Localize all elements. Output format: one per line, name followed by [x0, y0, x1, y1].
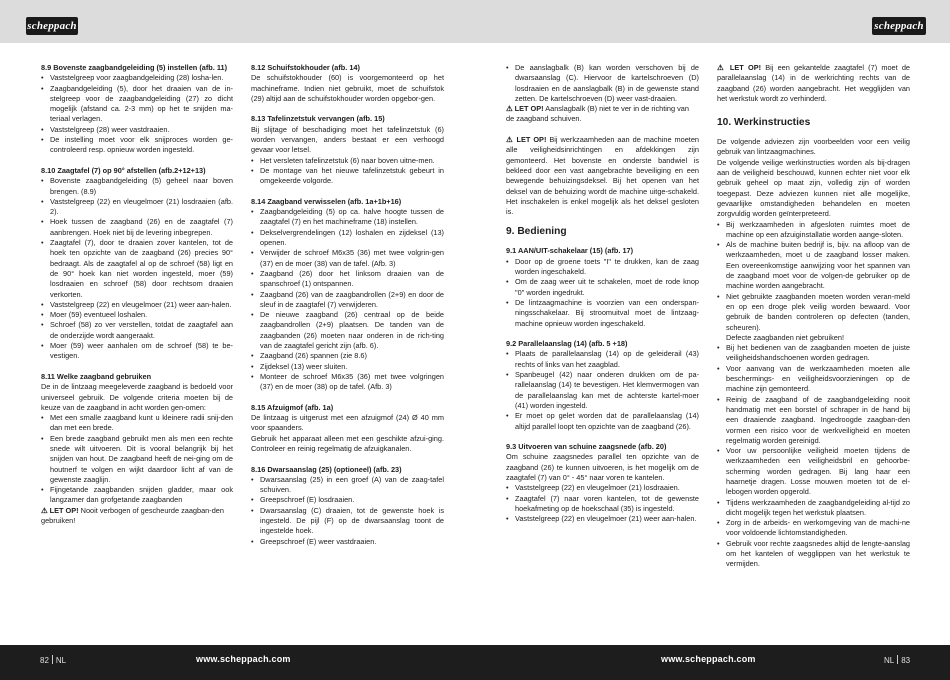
list-item: • Zorg in de arbeids- en werkomgeving van de machi-ne voor voldoende lichtomstandigheden.	[717, 518, 910, 539]
warning-label: LET OP!	[729, 63, 762, 72]
list-item: • De nieuwe zaagband (26) centraal op de beide zaagbandrollen (2+9) plaatsen. De tanden van de zaagbanden (26) moeten naar onderen in de rich-ting van de zaagtafel gericht zijn (afb. 6).	[251, 310, 444, 351]
list-item: • Monteer de schroef M6x35 (36) met twee volgringen (37) en de moer (38) op de tafel. (Afb. 3)	[251, 372, 444, 393]
warning-text: Nooit verbogen of gescheurde zaagban-den gebruiken!	[41, 505, 224, 526]
list-item: • Vaststelgreep (22) en vleugelmoer (21) losdraaien (afb. 2).	[41, 197, 233, 218]
brand-logo-left: scheppach	[26, 17, 78, 35]
column-4	[717, 63, 910, 570]
list-item: • Zaagband (26) spannen (zie 8.6)	[251, 351, 444, 361]
list-item: • Moer (59) weer aanhalen om de schroef (58) te be-vestigen.	[41, 341, 233, 362]
list-item: • Bij het bedienen van de zaagbanden moeten de juiste veiligheidshandschoenen worden gedragen.	[717, 343, 910, 364]
warning-icon: ⚠	[717, 63, 730, 72]
language-code: NL	[55, 656, 67, 665]
list-item: • Schroef (58) zo ver verstellen, totdat de zaagtafel aan de onderzijde wordt aangeraakt.	[41, 320, 233, 341]
list-item: • Om de zaag weer uit te schakelen, moet de rode knop "0" worden ingedrukt.	[506, 277, 699, 298]
list-item: • Er moet op gelet worden dat de parallelaanslag (14) altijd parallel loopt ten opzichte van de zaagband (26).	[506, 411, 699, 432]
page-number: 82	[40, 656, 49, 665]
list-item: • De montage van het nieuwe tafelinzetstuk gebeurt in omgekeerde volgorde.	[251, 166, 444, 187]
list-item: • Zaagbandgeleiding (5), door het draaien van de in-stelgreep voor de zaagbandgeleiding (27) zo dicht mogelijk (afstand ca. 2-3 mm) op het te snijden ma-teriaal verlagen.	[41, 84, 233, 125]
page-number: 83	[901, 656, 911, 665]
list-item: • Niet gebruikte zaagbanden moeten worden veran-meld en op een droge plek veilig worden bewaard. Voor gebruik de banden controleren op defecten (tanden, scheuren). Defecte zaagbanden niet gebruiken!	[717, 292, 910, 343]
section-8-13-list	[251, 156, 444, 187]
list-item: • Dwarsaanslag (25) in een groef (A) van de zaag-tafel schuiven.	[251, 475, 444, 496]
website-url-left: www.scheppach.com	[196, 654, 291, 664]
list-item: • Spanbeugel (42) naar onderen drukken om de pa-rallelaanslag (14) te bevestigen. Het klemvermogen van de parallelaanslag kan met de achterste kartel-moer (41) worden ingesteld.	[506, 370, 699, 411]
section-8-14-title: 8.14 Zaagband verwisselen (afb. 1a+1b+16)	[251, 196, 402, 206]
section-8-14-list	[251, 207, 444, 392]
language-code: NL	[884, 656, 895, 665]
section-8-11-list	[41, 413, 233, 506]
section-8-11-title: 8.11 Welke zaagband gebruiken	[41, 371, 152, 381]
warning-text: Bij een gekantelde zaagtafel (7) moet de parallelaanslag (14) in de werkrichting rechts van de zaagband (26) worden aangebracht. Het wegglijden van het werkstuk wordt zo verhinderd.	[717, 63, 911, 103]
list-item: • Zaagtafel (7) naar voren kantelen, tot de gewenste hoekafmeting op de hoekschaal (35) is ingesteld.	[506, 494, 699, 515]
list-item: • Vaststelgreep (22) en vleugelmoer (21) losdraaien.	[506, 483, 699, 493]
list-item: • Dwarsaanslag (C) draaien, tot de gewenste hoek is ingesteld. De pijl (F) op de dwarsaanslag toont de ingestelde hoek.	[251, 506, 444, 537]
chapter-10-intro-2: De volgende veilige werkinstructies worden als bij-dragen aan de veiligheid beschouwd, kunnen echter niet voor elk gebruik geheel op maat zijn, volledig zijn of worden toegepast. Deze adviezen kunnen niet alle mogelijke, gevaarlijke omstandigheden behandelen en moeten zorgvuldig worden geïnterpreteerd.	[717, 157, 910, 219]
page-number-left	[40, 655, 66, 665]
section-8-9-title: 8.9 Bovenste zaagbandgeleiding (5) instellen (afb. 11)	[41, 63, 228, 72]
warning-note	[41, 506, 233, 527]
section-9-1-list	[506, 257, 699, 329]
section-8-15-title: 8.15 Afzuigmof (afb. 1a)	[251, 402, 334, 412]
list-item: • Zaagbandgeleiding (5) op ca. halve hoogte tussen de zaagtafel (7) en het machineframe (18) instellen.	[251, 207, 444, 228]
section-8-13-title: 8.13 Tafelinzetstuk vervangen (afb. 15)	[251, 114, 385, 124]
warning-text: Aanslagbalk (B) niet te ver in de richting van de zaagband schuiven.	[506, 104, 689, 124]
list-item: • Zaagband (26) door het linksom draaien van de spanschroef (1) ontspannen.	[251, 269, 444, 290]
list-item: • Tijdens werkzaamheden de zaagbandgeleiding al-tijd zo dicht mogelijk tegen het werkstuk plaatsen.	[717, 498, 910, 519]
section-8-13-text: Bij slijtage of beschadiging moet het tafelinzetstuk (6) worden vervangen, anders bestaat er een verhoogd gevaar voor letsel.	[251, 124, 444, 155]
list-item: • Zaagband (26) van de zaagbandrollen (2+9) en door de sleuf in de zaagtafel (7) verwijderen.	[251, 290, 444, 311]
section-9-2-title: 9.2 Parallelaanslag (14) (afb. 5 +18)	[506, 339, 628, 349]
section-8-15-text-2: Gebruik het apparaat alleen met een geschikte afzui-ging. Controleer en reinig regelmatig de afzuigkanalen.	[251, 433, 444, 453]
list-item: • Voor aanvang van de werkzaamheden moeten alle beschermings- en veiligheidsvoorzieningen op de machine zijn gemonteerd.	[717, 364, 910, 395]
brand-logo-right: scheppach	[872, 17, 926, 35]
list-item: • Door op de groene toets "I" te drukken, kan de zaag worden ingeschakeld.	[506, 257, 699, 278]
list-item: • Fijngetande zaagbanden snijden gladder, maar ook langzamer dan grofgetande zaagbanden	[41, 485, 233, 506]
list-item: • Vaststelgreep (22) en vleugelmoer (21) weer aan-halen.	[506, 514, 699, 524]
list-item: • De instelling moet voor elk snijproces worden ge-controleerd resp. opnieuw worden ingesteld.	[41, 135, 233, 156]
warning-label: LET OP!	[49, 505, 79, 515]
section-8-10-title: 8.10 Zaagtafel (7) op 90° afstellen (afb.2+12+13)	[41, 165, 206, 175]
list-item: • Plaats de parallelaanslag (14) op de geleiderail (43) rechts of links van het zaagblad.	[506, 349, 699, 370]
list-item: • Een brede zaagband gebruikt men als men een rechte snede wilt uitvoeren. Dit is vooral belangrijk bij het snijden van hout. De zaagband heeft de nei-ging om de houtnerf te volgen en wijkt daardoor licht af van de gewenste zaaglijn.	[41, 434, 233, 485]
warning-icon: ⚠	[41, 505, 50, 515]
list-item: • Moer (59) eventueel loshalen.	[41, 310, 233, 320]
list-item: • Voor uw persoonlijke veiligheid moeten tijdens de werkzaamheden een veiligheidsbril en gehoorbe-scherming worden gedragen. Bij lang haar een haarnetje dragen. Losse mouwen moeten tot de el-lebogen worden opgerold.	[717, 446, 910, 497]
list-item: • Als de machine buiten bedrijf is, bijv. na afloop van de werkzaamheden, moet u de zaagband losser maken. Een overeenkomstige aanwijzing voor het spannen van de zaagband moet voor de volgen-de gebruiker op de machine worden aangebracht.	[717, 240, 910, 291]
section-9-1-title: 9.1 AAN/UIT-schakelaar (15) (afb. 17)	[506, 246, 634, 256]
list-item: • Dekselvergrendelingen (12) loshalen en zijdeksel (13) openen.	[251, 228, 444, 249]
list-item: • Vaststelgreep (22) en vleugelmoer (21) weer aan-halen.	[41, 300, 233, 310]
warning-label: LET OP!	[516, 135, 547, 145]
warning-label: LET OP!	[514, 104, 544, 114]
column-3	[506, 63, 699, 524]
list-item: • Het versleten tafelinzetstuk (6) naar boven uitne-men.	[251, 156, 444, 166]
column-1	[41, 63, 233, 526]
warning-note	[506, 104, 699, 125]
list-item: • Met een smalle zaagband kunt u kleinere radii snij-den dan met een brede.	[41, 413, 233, 434]
list-item: • Bij werkzaamheden in afgesloten ruimtes moet de machine op een afzuiginstallatie worden aange-sloten.	[717, 220, 910, 241]
list-item: • Bovenste zaagbandgeleiding (5) geheel naar boven brengen. (8.9)	[41, 176, 233, 197]
list-item: • Hoek tussen de zaagband (26) en de zaagtafel (7) aanbrengen. Hoek niet bij de levering inbegrepen.	[41, 217, 233, 238]
section-8-9-list	[41, 73, 233, 155]
chapter-9-title: 9. Bediening	[506, 226, 567, 238]
section-8-12-title: 8.12 Schuifstokhouder (afb. 14)	[251, 63, 360, 72]
chapter-10-title: 10. Werkinstructies	[717, 117, 811, 129]
warning-text: Bij werkzaamheden aan de machine moeten alle veiligheidsinrichtingen en afdekkingen zijn gemonteerd. Het bovenste en onderste bandwiel is bekleed door een vast aangebrachte beveiliging en een bewegende behuizingsdeksel. Bij het openen van het deksel van de behuizing wordt de machine uitge-schakeld. Het inschakelen is enkel mogelijk als het deksel gesloten is.	[506, 135, 699, 217]
list-item: • Greepschroef (E) weer vastdraaien.	[251, 537, 444, 547]
section-8-16-list	[251, 475, 444, 547]
section-8-16-title: 8.16 Dwarsaanslag (25) (optioneel) (afb. 23)	[251, 464, 402, 474]
section-9-3-list	[506, 483, 699, 524]
list-item: • Verwijder de schroef M6x35 (36) met twee volgrin-gen (37) en de moer (38) van de tafel. (Afb. 3)	[251, 248, 444, 269]
list-item: • De lintzaagmachine is voorzien van een onderspan-ningsschakelaar. Bij stroomuitval moet de lintzaag-machine opnieuw worden ingeschakeld.	[506, 298, 699, 329]
section-9-3-title: 9.3 Uitvoeren van schuine zaagsnede (afb. 20)	[506, 442, 667, 452]
section-8-10-list	[41, 176, 233, 361]
section-9-2-list	[506, 349, 699, 431]
list-item: • Greepschroef (E) losdraaien.	[251, 495, 444, 505]
website-url-right: www.scheppach.com	[661, 654, 756, 664]
list-item: • De aanslagbalk (B) kan worden verschoven bij de dwarsaanslag (C). Hiervoor de kartelschroeven (D) losdraaien en de aanslagbalk (B) in de gewenste stand zetten. De kartelschroeven (D) weer vast-draaien.	[506, 63, 699, 104]
list-item: • Zaagtafel (7), door te draaien zover kantelen, tot de hoek ten opzichte van de zaagband (26) precies 90° bedraagt. Als de zaagtafel al op de schroef (58) ligt en de 90° hoek kan niet worden ingesteld, moer (59) losdraaien en schroef (58) door rechtsom draaien verkorten.	[41, 238, 233, 300]
header-bar	[0, 0, 950, 43]
footer-bar	[0, 645, 950, 680]
warning-icon: ⚠	[506, 104, 515, 114]
warning-note	[506, 135, 699, 217]
section-8-15-text-1: De lintzaag is uitgerust met een afzuigmof (24) Ø 40 mm voor spaanders.	[251, 413, 444, 433]
section-8-11-intro: De in de lintzaag meegeleverde zaagband is bedoeld voor universeel gebruik. De volgende criteria moeten bij de keuze van de zaagband in acht worden gen-omen:	[41, 382, 233, 412]
warning-icon: ⚠	[506, 135, 517, 145]
section-9-3-text: Om schuine zaagsnedes parallel ten opzichte van de zaagband (26) te kunnen uitvoeren, is het mogelijk om de zaagtafel (7) van 0° - 45° naar voren te kantelen.	[506, 452, 699, 482]
section-8-16-continued-list	[506, 63, 699, 104]
list-item: • Vaststelgreep (28) weer vastdraaien.	[41, 125, 233, 135]
chapter-10-list	[717, 220, 910, 570]
section-8-12-text: De schuifstokhouder (60) is voorgemonteerd op het machineframe. Indien niet gebruikt, moet de schuifstok (29) altijd aan de schuifstokhouder worden opgebor-gen.	[251, 73, 444, 103]
list-item: • Zijdeksel (13) weer sluiten.	[251, 362, 444, 372]
warning-note	[717, 63, 910, 104]
column-2	[251, 63, 444, 547]
list-item: • Gebruik voor rechte zaagsnedes altijd de lengte-aanslag om het kantelen of wegglippen van het werkstuk te vermijden.	[717, 539, 910, 570]
list-item: • Vaststelgreep voor zaagbandgeleiding (28) losha-len.	[41, 73, 233, 83]
chapter-10-intro-1: De volgende adviezen zijn voorbeelden voor een veilig gebruik van lintzaagmachines.	[717, 137, 910, 157]
page-number-right	[884, 655, 910, 665]
list-item: • Reinig de zaagband of de zaagbandgeleiding nooit handmatig met een borstel of schraper in de hand bij een draaiende zaagband. Ingedroogde zaagban-den vormen een risico voor de werkveiligheid en moeten regelmatig worden gereinigd.	[717, 395, 910, 446]
